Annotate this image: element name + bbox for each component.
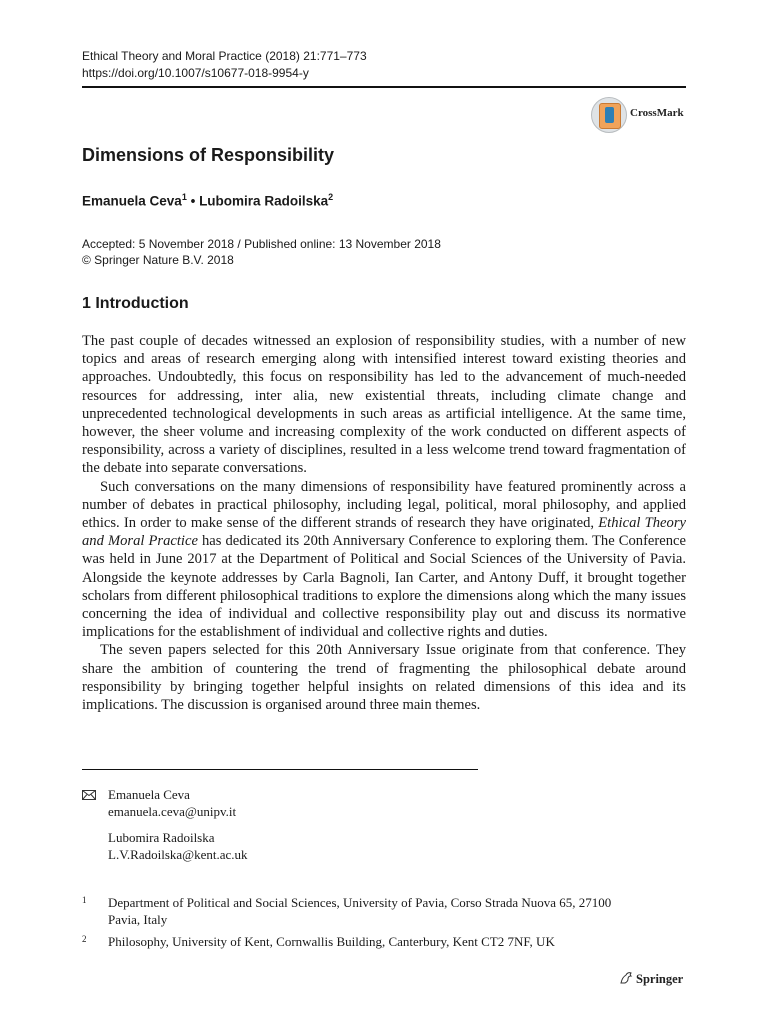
article-title: Dimensions of Responsibility	[82, 145, 335, 165]
author-name[interactable]: Emanuela Ceva	[82, 193, 182, 209]
paragraph-text: has dedicated its 20th Anniversary Conference to exploring them. The Conference was held in June 2017 at the Department of Political and Social Sciences of the University of Pavia. Alongside the keynote addresses by Carla Bagnoli, Ian Carter, and Antony Duff, it brought together scholars from different philosophical traditions to explore the dimensions along which the many issues concerning the idea of individual and collective responsibility play out and discuss its normative implications for the establishment of individual and collective rights and duties.	[82, 533, 686, 641]
contact-email[interactable]: emanuela.ceva@unipv.it	[108, 803, 237, 819]
paragraph: The past couple of decades witnessed an explosion of responsibility studies, with a number of new topics and areas of research emerging along with intensified interest toward existing theories and approaches. Undoubtedly, this focus on responsibility has led to the advancement of much-needed resources for addressing, inter alia, new existential threats, including climate change and unprecedented technological developments in such areas as artificial intelligence. At the same time, however, the sheer volume and increasing complexity of the work conducted on different aspects of responsibility, across a variety of disciplines, resulted in a less welcome trend toward fragmentation of the debate into separate conversations.	[82, 333, 686, 477]
copyright-line: © Springer Nature B.V. 2018	[82, 253, 234, 267]
author-affiliation-ref: 2	[328, 192, 334, 202]
header-divider	[82, 86, 686, 88]
publication-dates	[82, 236, 441, 268]
doi-link[interactable]: https://doi.org/10.1007/s10677-018-9954-y	[82, 66, 309, 80]
body-text	[82, 332, 686, 714]
footnote-divider	[82, 769, 478, 770]
section-heading: 1 Introduction	[82, 295, 189, 312]
contact-entry	[108, 830, 248, 863]
crossmark-icon	[591, 97, 627, 133]
publisher-name: Springer	[636, 972, 684, 986]
author-list	[82, 192, 333, 209]
journal-name-italic: Ethical Theory and Moral Practice	[82, 515, 686, 550]
author-name[interactable]: Lubomira Radoilska	[199, 193, 329, 209]
affiliation-number: 1	[82, 895, 87, 905]
contact-name: Emanuela Ceva	[108, 787, 190, 802]
affiliation-text: Philosophy, University of Kent, Cornwallis Building, Canterbury, Kent CT2 7NF, UK	[108, 934, 555, 949]
author-separator: •	[186, 193, 200, 209]
springer-horse-icon	[619, 971, 633, 985]
paragraph: The seven papers selected for this 20th Anniversary Issue originate from that conference. They share the ambition of countering the trend of fragmenting the philosophical debate around responsibility by bringing together helpful insights on related dimensions of this idea and its implications. The discussion is organised around three main themes.	[82, 642, 686, 714]
contact-email[interactable]: L.V.Radoilska@kent.ac.uk	[108, 846, 248, 862]
author-affiliation-ref: 1	[181, 192, 187, 202]
envelope-icon	[82, 790, 96, 800]
publisher-logo	[619, 971, 683, 987]
paragraph	[82, 478, 686, 642]
contact-name: Lubomira Radoilska	[108, 830, 215, 845]
journal-citation: Ethical Theory and Moral Practice (2018) 21:771–773	[82, 49, 367, 63]
crossmark-button[interactable]	[591, 97, 695, 135]
contact-entry	[108, 787, 236, 820]
affiliation-number: 2	[82, 934, 87, 944]
paragraph-text: Such conversations on the many dimensions of responsibility have featured prominently across a number of debates in practical philosophy, including legal, political, moral philosophy, and applied ethics. In order to make sense of the different strands of research they have originated,	[82, 478, 686, 532]
journal-header	[82, 48, 367, 82]
accepted-published-line: Accepted: 5 November 2018 / Published online: 13 November 2018	[82, 237, 441, 251]
affiliation-text: Department of Political and Social Sciences, University of Pavia, Corso Strada Nuova 65, 27100 Pavia, Italy	[108, 895, 612, 927]
crossmark-label: CrossMark	[630, 107, 684, 119]
